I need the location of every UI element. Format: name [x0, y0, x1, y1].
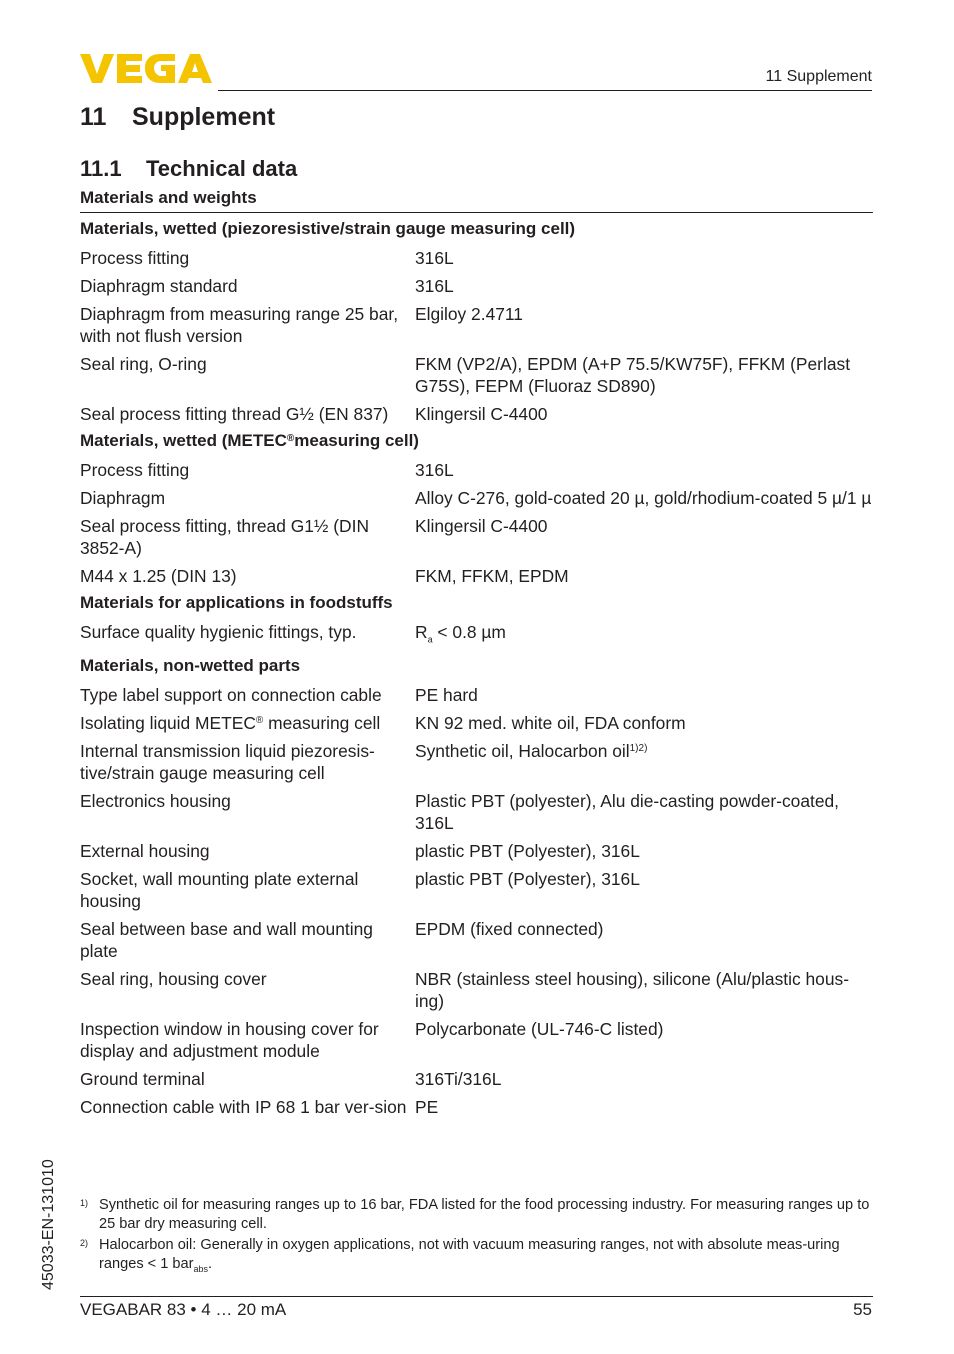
row-label	[80, 1068, 415, 1090]
row-value	[415, 840, 873, 862]
label-text: Seal process fitting, thread G1½ (DIN 3852-A)	[80, 516, 370, 558]
group-heading-text: Materials, non-wetted parts	[80, 656, 301, 676]
row-label	[80, 303, 415, 347]
footnote-body: .	[208, 1256, 213, 1272]
row-value	[415, 712, 873, 734]
table-row	[80, 510, 873, 560]
label-text: Process fitting	[80, 460, 190, 480]
table-row	[80, 963, 873, 1013]
row-label	[80, 712, 415, 734]
page-number: 55	[853, 1300, 872, 1319]
table-row	[80, 482, 873, 510]
row-label	[80, 740, 415, 784]
label-text: Surface quality hygienic fittings, typ.	[80, 622, 357, 642]
table-row	[80, 242, 873, 270]
row-value	[415, 403, 873, 425]
footnote-body: Halocarbon oil: Generally in oxygen applications, not with vacuum measuring ranges, not with absolute meas-uring ranges < 1 bar	[99, 1237, 840, 1272]
table-row	[80, 835, 873, 863]
row-label	[80, 1018, 415, 1062]
header-rule	[218, 90, 872, 91]
table-row	[80, 616, 873, 651]
label-text: External housing	[80, 841, 210, 862]
row-label	[80, 621, 415, 650]
footnote-ref: 1)2)	[629, 743, 648, 755]
footnotes	[80, 1196, 873, 1281]
row-label	[80, 868, 415, 912]
label-text: Internal transmission liquid piezoresis-tive/strain gauge measuring cell	[80, 741, 375, 784]
table-row	[80, 398, 873, 426]
label-text: Inspection window in housing cover for display and adjustment module	[80, 1019, 379, 1062]
section-title	[80, 156, 297, 182]
value-text: PE	[415, 1097, 439, 1118]
value-text: Elgiloy 2.4711	[415, 304, 523, 324]
footnote	[80, 1196, 873, 1234]
row-value	[415, 487, 873, 509]
row-label	[80, 487, 415, 509]
table-row	[80, 348, 873, 398]
row-value	[415, 918, 873, 962]
footer-rule	[80, 1296, 873, 1297]
label-text: Ground terminal	[80, 1069, 205, 1090]
value-text: 316Ti/316L	[415, 1069, 502, 1090]
table-row	[80, 298, 873, 348]
label-text: M44 x 1.25 (DIN 13)	[80, 566, 237, 586]
footnote-body: Synthetic oil for measuring ranges up to 16 bar, FDA listed for the food processing industry. For measuring ranges up to 25 bar dry measuring cell.	[99, 1197, 870, 1232]
label-text: Connection cable with IP 68 1 bar ver-sion	[80, 1097, 407, 1118]
value-text: 316L	[415, 460, 454, 480]
row-label	[80, 684, 415, 706]
table-group-heading	[80, 214, 873, 242]
value-text: FKM, FFKM, EPDM	[415, 566, 569, 586]
table-row	[80, 785, 873, 835]
label-text: Seal process fitting thread G½ (EN 837)	[80, 404, 389, 424]
label-text: Diaphragm	[80, 488, 166, 508]
table-heading: Materials and weights	[80, 188, 257, 207]
group-heading-text: measuring cell)	[294, 431, 419, 450]
footnote-text	[99, 1236, 873, 1279]
row-label	[80, 459, 415, 481]
table-row	[80, 1013, 873, 1063]
row-label	[80, 247, 415, 269]
table-row	[80, 1091, 873, 1119]
value-text: KN 92 med. white oil, FDA conform	[415, 713, 686, 734]
table-group-heading	[80, 651, 873, 679]
footnote-mark: 1)	[80, 1198, 89, 1208]
value-text: Alloy C-276, gold-coated 20 µ, gold/rhodium-coated 5 µ/1 µ	[415, 488, 872, 508]
row-value	[415, 275, 873, 297]
registered-mark: ®	[286, 433, 295, 444]
row-value	[415, 1096, 873, 1118]
value-text: Plastic PBT (polyester), Alu die-casting powder-coated, 316L	[415, 791, 840, 834]
registered-mark: ®	[255, 715, 264, 727]
value-text: FKM (VP2/A), EPDM (A+P 75.5/KW75F), FFKM (Perlast G75S), FEPM (Fluoraz SD890)	[415, 354, 851, 396]
table-row	[80, 560, 873, 588]
table-row	[80, 270, 873, 298]
label-text: Socket, wall mounting plate external housing	[80, 869, 359, 912]
table-row	[80, 735, 873, 785]
row-value	[415, 247, 873, 269]
row-value	[415, 303, 873, 347]
value-text: NBR (stainless steel housing), silicone (Alu/plastic hous-ing)	[415, 969, 849, 1012]
value-text: EPDM (fixed connected)	[415, 919, 604, 940]
row-label	[80, 968, 415, 1012]
row-value	[415, 790, 873, 834]
label-text: Process fitting	[80, 248, 190, 268]
value-text: Polycarbonate (UL-746-C listed)	[415, 1019, 664, 1040]
row-value	[415, 968, 873, 1012]
value-text: plastic PBT (Polyester), 316L	[415, 841, 640, 862]
table-row	[80, 707, 873, 735]
row-value	[415, 740, 873, 784]
row-label	[80, 515, 415, 559]
section-name: Technical data	[146, 156, 298, 181]
footer-product: VEGABAR 83 • 4 … 20 mA	[80, 1300, 287, 1319]
subscript: abs	[193, 1263, 209, 1274]
table-row	[80, 454, 873, 482]
row-label	[80, 790, 415, 834]
label-text: Seal between base and wall mounting plate	[80, 919, 373, 962]
table-row	[80, 1063, 873, 1091]
value-text: R	[415, 622, 428, 642]
footnote	[80, 1236, 873, 1279]
row-label	[80, 918, 415, 962]
table-row	[80, 913, 873, 963]
vega-logo	[80, 52, 212, 84]
footnote-mark: 2)	[80, 1238, 89, 1248]
value-text: plastic PBT (Polyester), 316L	[415, 869, 640, 890]
value-text: Klingersil C-4400	[415, 516, 548, 536]
heading-rule	[80, 212, 873, 213]
technical-data-table	[80, 214, 873, 1119]
row-label	[80, 840, 415, 862]
label-text: Type label support on connection cable	[80, 685, 382, 706]
row-label	[80, 353, 415, 397]
row-label	[80, 565, 415, 587]
label-text: measuring cell	[263, 713, 381, 734]
row-value	[415, 1068, 873, 1090]
row-label	[80, 275, 415, 297]
row-label	[80, 403, 415, 425]
label-text: Seal ring, housing cover	[80, 969, 267, 990]
group-heading-text: Materials for applications in foodstuffs	[80, 593, 393, 612]
label-text: Isolating liquid METEC	[80, 713, 256, 734]
label-text: Seal ring, O-ring	[80, 354, 207, 374]
value-text: 316L	[415, 276, 454, 296]
row-value	[415, 565, 873, 587]
table-row	[80, 679, 873, 707]
table-row	[80, 863, 873, 913]
value-text: < 0.8 µm	[432, 622, 506, 642]
running-header: 11 Supplement	[765, 68, 872, 85]
row-value	[415, 684, 873, 706]
subscript: a	[427, 634, 433, 645]
footnote-text	[99, 1196, 873, 1234]
group-heading-text: Materials, wetted (piezoresistive/strain gauge measuring cell)	[80, 219, 576, 238]
table-group-heading	[80, 426, 873, 454]
section-number: 11.1	[80, 156, 122, 181]
row-value	[415, 515, 873, 559]
chapter-title	[80, 103, 275, 132]
table-group-heading	[80, 588, 873, 616]
group-heading-text: Materials, wetted (METEC	[80, 431, 287, 450]
label-text: Diaphragm from measuring range 25 bar, with not flush version	[80, 304, 399, 346]
document-number: 45033-EN-131010	[40, 1159, 57, 1290]
row-value	[415, 621, 873, 650]
value-text: Klingersil C-4400	[415, 404, 548, 424]
label-text: Electronics housing	[80, 791, 231, 812]
row-value	[415, 868, 873, 912]
label-text: Diaphragm standard	[80, 276, 238, 296]
chapter-name: Supplement	[132, 103, 276, 131]
value-text: 316L	[415, 248, 454, 268]
value-text: Synthetic oil, Halocarbon oil	[415, 741, 630, 762]
chapter-number: 11	[80, 103, 107, 131]
row-value	[415, 353, 873, 397]
row-value	[415, 1018, 873, 1062]
row-value	[415, 459, 873, 481]
row-label	[80, 1096, 415, 1118]
value-text: PE hard	[415, 685, 478, 706]
